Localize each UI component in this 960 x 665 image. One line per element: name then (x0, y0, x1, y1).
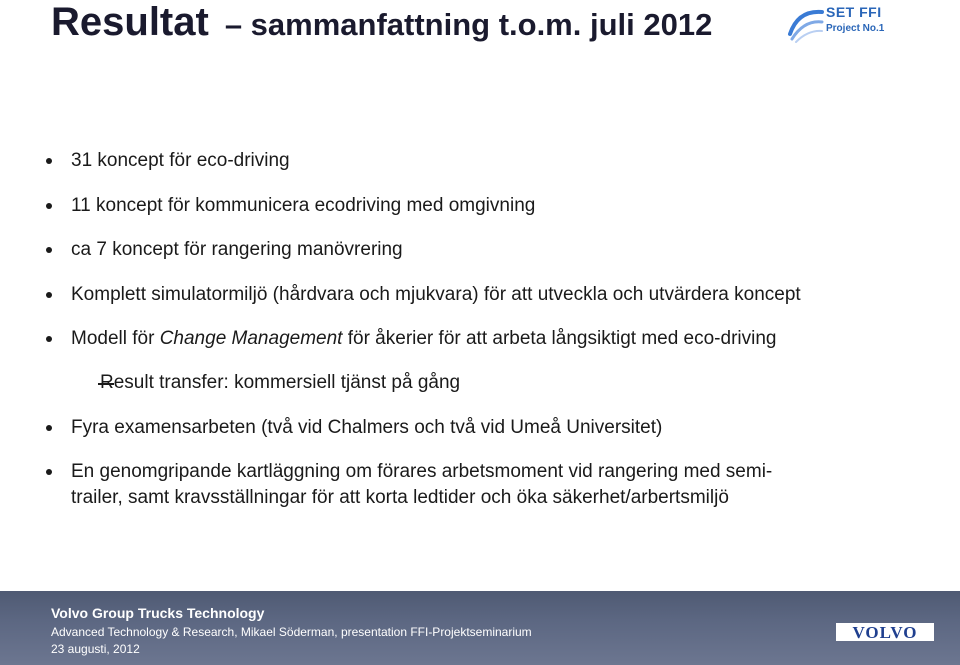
bullet-icon (46, 203, 52, 209)
bullet-icon (46, 158, 52, 164)
bullet-icon (46, 336, 52, 342)
bullet-text: Fyra examensarbeten (två vid Chalmers och två vid Umeå Universitet) (71, 417, 663, 438)
logo-project-text: Project No.1 (826, 23, 885, 34)
footer (0, 591, 960, 665)
bullet-text (71, 327, 776, 351)
title-subtitle: – sammanfattning t.o.m. juli 2012 (224, 7, 713, 42)
volvo-logo-icon (836, 623, 934, 641)
bullet-icon (46, 292, 52, 298)
bullet-text-line1: En genomgripande kartläggning om förares arbetsmoment vid rangering med semi- (71, 461, 773, 482)
footer-org: Volvo Group Trucks Technology (51, 605, 265, 621)
slide-title (51, 0, 712, 44)
set-ffi-swoosh-icon (786, 4, 826, 44)
bullet-icon (46, 469, 52, 475)
bullet-icon (46, 425, 52, 431)
bullet-text: ca 7 koncept för rangering manövrering (71, 239, 403, 260)
set-ffi-logo (786, 2, 906, 46)
bullet-text-line2: trailer, samt kravsställningar för att korta ledtider och öka säkerhet/arbertsmiljö (71, 487, 729, 508)
logo-set-ffi-text: SET FFI (826, 4, 882, 20)
bullet-text: 11 koncept för kommunicera ecodriving med omgivning (71, 195, 536, 216)
title-main: Resultat (51, 0, 209, 44)
bullet-icon (46, 247, 52, 253)
bullet-text: 31 koncept för eco-driving (71, 150, 290, 171)
bullet-text-part: Modell för (71, 328, 160, 349)
footer-dept: Advanced Technology & Research, Mikael Söderman, presentation FFI-Projektseminarium (51, 625, 532, 639)
sub-bullet-text: Result transfer: kommersiell tjänst på gång (100, 372, 461, 393)
footer-date: 23 augusti, 2012 (51, 642, 140, 656)
bullet-text-italic: Change Management (159, 328, 343, 349)
bullet-text: Komplett simulatormiljö (hårdvara och mjukvara) för att utveckla och utvärdera koncept (71, 284, 801, 305)
volvo-wordmark: VOLVO (852, 623, 918, 641)
bullet-text-part: för åkerier för att arbeta långsiktigt med eco-driving (342, 328, 777, 349)
